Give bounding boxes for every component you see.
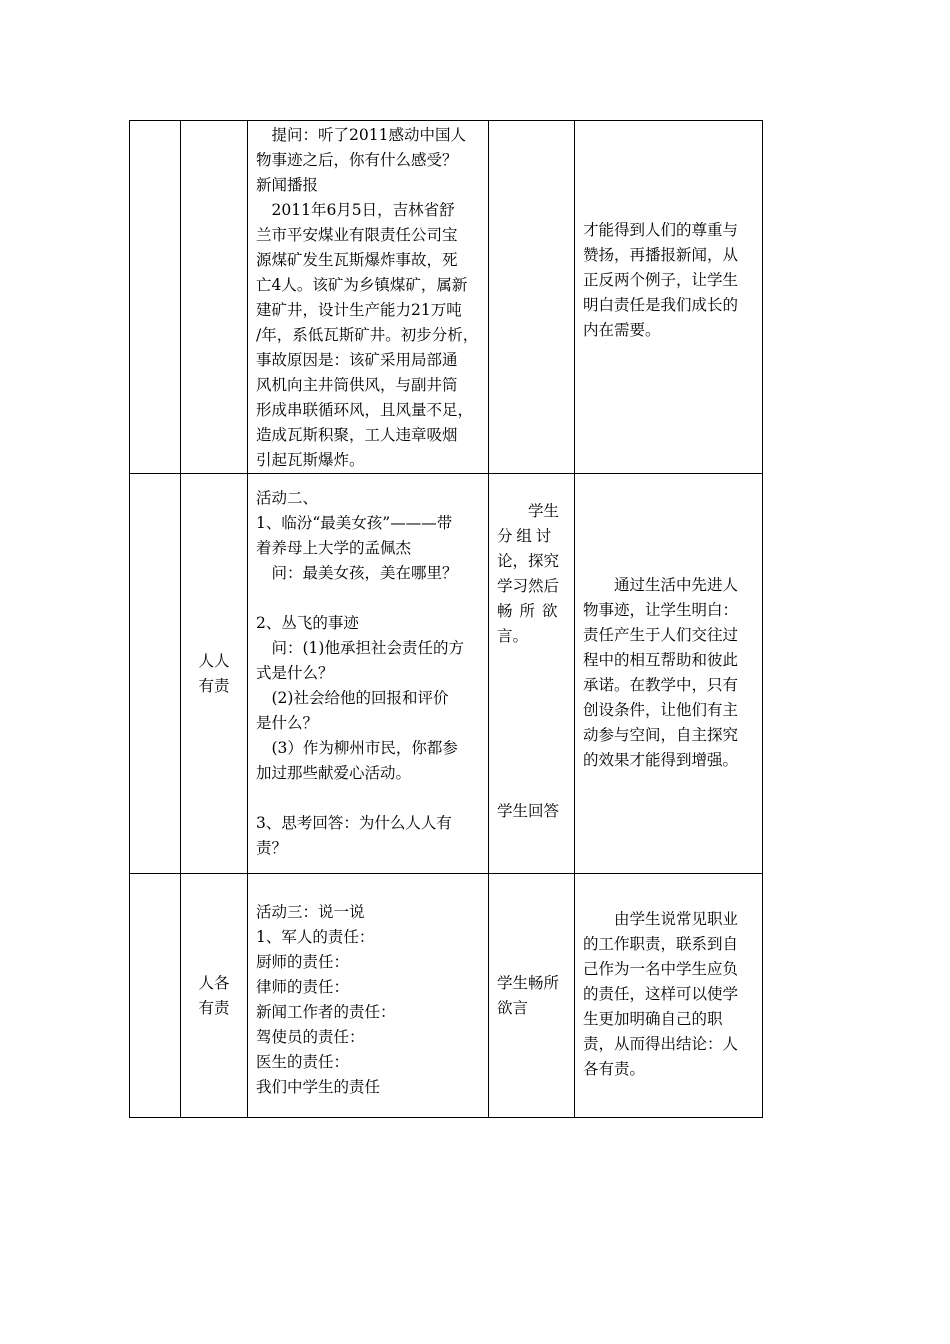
text-line: 动参与空间，自主探究 <box>583 726 739 744</box>
text-line: (3）作为柳州市民，你都参 <box>271 739 458 757</box>
blank-line <box>256 586 480 611</box>
text-line: (2)社会给他的回报和评价 <box>271 689 449 707</box>
text-line: 式是什么？ <box>256 664 334 682</box>
topic-cell <box>181 474 248 874</box>
text-line: 的责任，这样可以使学 <box>583 985 739 1003</box>
text-line: 是什么？ <box>256 714 319 732</box>
text-line: 正反两个例子，让学生 <box>583 271 739 289</box>
text-line: 厨师的责任： <box>256 952 350 971</box>
stage-cell <box>130 121 181 474</box>
text-line: 学生畅所 <box>497 973 560 992</box>
activity-cell <box>489 474 575 874</box>
text-line: 提问：听了2011感动中国人 <box>271 126 466 144</box>
text-line: 分组讨 <box>497 527 556 545</box>
text-line: 源煤矿发生瓦斯爆炸事故，死 <box>256 251 458 269</box>
text-line: 2011年6月5日，吉林省舒 <box>271 201 455 219</box>
text-line: 引起瓦斯爆炸。 <box>256 451 365 469</box>
lesson-plan-table <box>129 120 763 1118</box>
table-row <box>130 874 763 1118</box>
text-line: 才能得到人们的尊重与 <box>583 221 739 239</box>
text-line: 责任产生于人们交往过 <box>583 626 739 644</box>
text-line: 新闻工作者的责任： <box>256 1002 396 1021</box>
text-line: 问：(1)他承担社会责任的方 <box>271 639 464 657</box>
topic-cell <box>181 121 248 474</box>
text-line: 着养母上大学的孟佩杰 <box>256 539 412 557</box>
text-line: 物事迹，让学生明白： <box>583 601 739 619</box>
text-line: 的工作职责，联系到自 <box>583 935 739 953</box>
text-line: 内在需要。 <box>583 321 661 339</box>
text-line: 3、思考回答：为什么人人有 <box>256 814 452 832</box>
text-line: 1、军人的责任： <box>256 927 375 946</box>
text-line: 活动三：说一说 <box>256 902 365 921</box>
activity-cell <box>489 874 575 1118</box>
text-line: /年，系低瓦斯矿井。初步分析， <box>256 326 479 344</box>
text-line: 兰市平安煤业有限责任公司宝 <box>256 226 458 244</box>
topic-line: 人人 <box>198 651 230 670</box>
blank-line <box>256 786 480 811</box>
text-line: 责？ <box>256 839 288 857</box>
text-line: 生更加明确自己的职 <box>583 1010 723 1028</box>
text-line: 畅所欲 <box>497 602 565 620</box>
intent-cell <box>575 474 763 874</box>
topic-line: 有责 <box>198 998 230 1017</box>
text-line: 驾使员的责任： <box>256 1027 365 1046</box>
text-line: 责，从而得出结论：人 <box>583 1035 739 1053</box>
text-line: 问：最美女孩，美在哪里？ <box>271 564 458 582</box>
text-line: 欲言 <box>497 998 529 1017</box>
text-line: 学生 <box>528 502 560 520</box>
content-cell <box>248 121 489 474</box>
table-row <box>130 121 763 474</box>
text-line: 1、临汾“最美女孩”———带 <box>256 514 453 532</box>
text-line: 物事迹之后，你有什么感受？ <box>256 151 458 169</box>
text-line: 事故原因是：该矿采用局部通 <box>256 351 458 369</box>
text-line: 加过那些献爱心活动。 <box>256 764 412 782</box>
text-line: 由学生说常见职业 <box>614 910 739 928</box>
stage-cell <box>130 474 181 874</box>
text-line: 程中的相互帮助和彼此 <box>583 651 739 669</box>
text-line: 亡4人。该矿为乡镇煤矿，属新 <box>256 276 468 294</box>
intent-cell <box>575 121 763 474</box>
text-line: 言。 <box>497 627 529 645</box>
text-line: 论，探究 <box>497 552 560 570</box>
text-line: 创设条件，让他们有主 <box>583 701 739 719</box>
text-line: 形成串联循环风，且风量不足， <box>256 401 474 419</box>
content-cell <box>248 474 489 874</box>
text-line: 学生回答 <box>497 802 560 820</box>
text-line: 2、丛飞的事迹 <box>256 614 359 632</box>
text-line: 建矿井，设计生产能力21万吨 <box>256 301 462 319</box>
text-line: 我们中学生的责任 <box>256 1077 381 1096</box>
text-line: 学习然后 <box>497 577 560 595</box>
text-line: 赞扬，再播报新闻，从 <box>583 246 739 264</box>
spacer <box>497 649 566 799</box>
activity-cell <box>489 121 575 474</box>
text-line: 承诺。在教学中，只有 <box>583 676 739 694</box>
content-cell <box>248 874 489 1118</box>
topic-line: 有责 <box>198 676 230 695</box>
text-line: 通过生活中先进人 <box>614 576 739 594</box>
intent-cell <box>575 874 763 1118</box>
text-line: 律师的责任： <box>256 977 350 996</box>
text-line: 医生的责任： <box>256 1052 350 1071</box>
stage-cell <box>130 874 181 1118</box>
table-row <box>130 474 763 874</box>
topic-cell <box>181 874 248 1118</box>
topic-line: 人各 <box>198 973 230 992</box>
text-line: 新闻播报 <box>256 176 319 194</box>
text-line: 己作为一名中学生应负 <box>583 960 739 978</box>
text-line: 造成瓦斯积聚，工人违章吸烟 <box>256 426 458 444</box>
text-line: 的效果才能得到增强。 <box>583 751 739 769</box>
text-line: 风机向主井筒供风，与副井筒 <box>256 376 458 394</box>
text-line: 明白责任是我们成长的 <box>583 296 739 314</box>
text-line: 各有责。 <box>583 1060 646 1078</box>
text-line: 活动二、 <box>256 489 319 507</box>
